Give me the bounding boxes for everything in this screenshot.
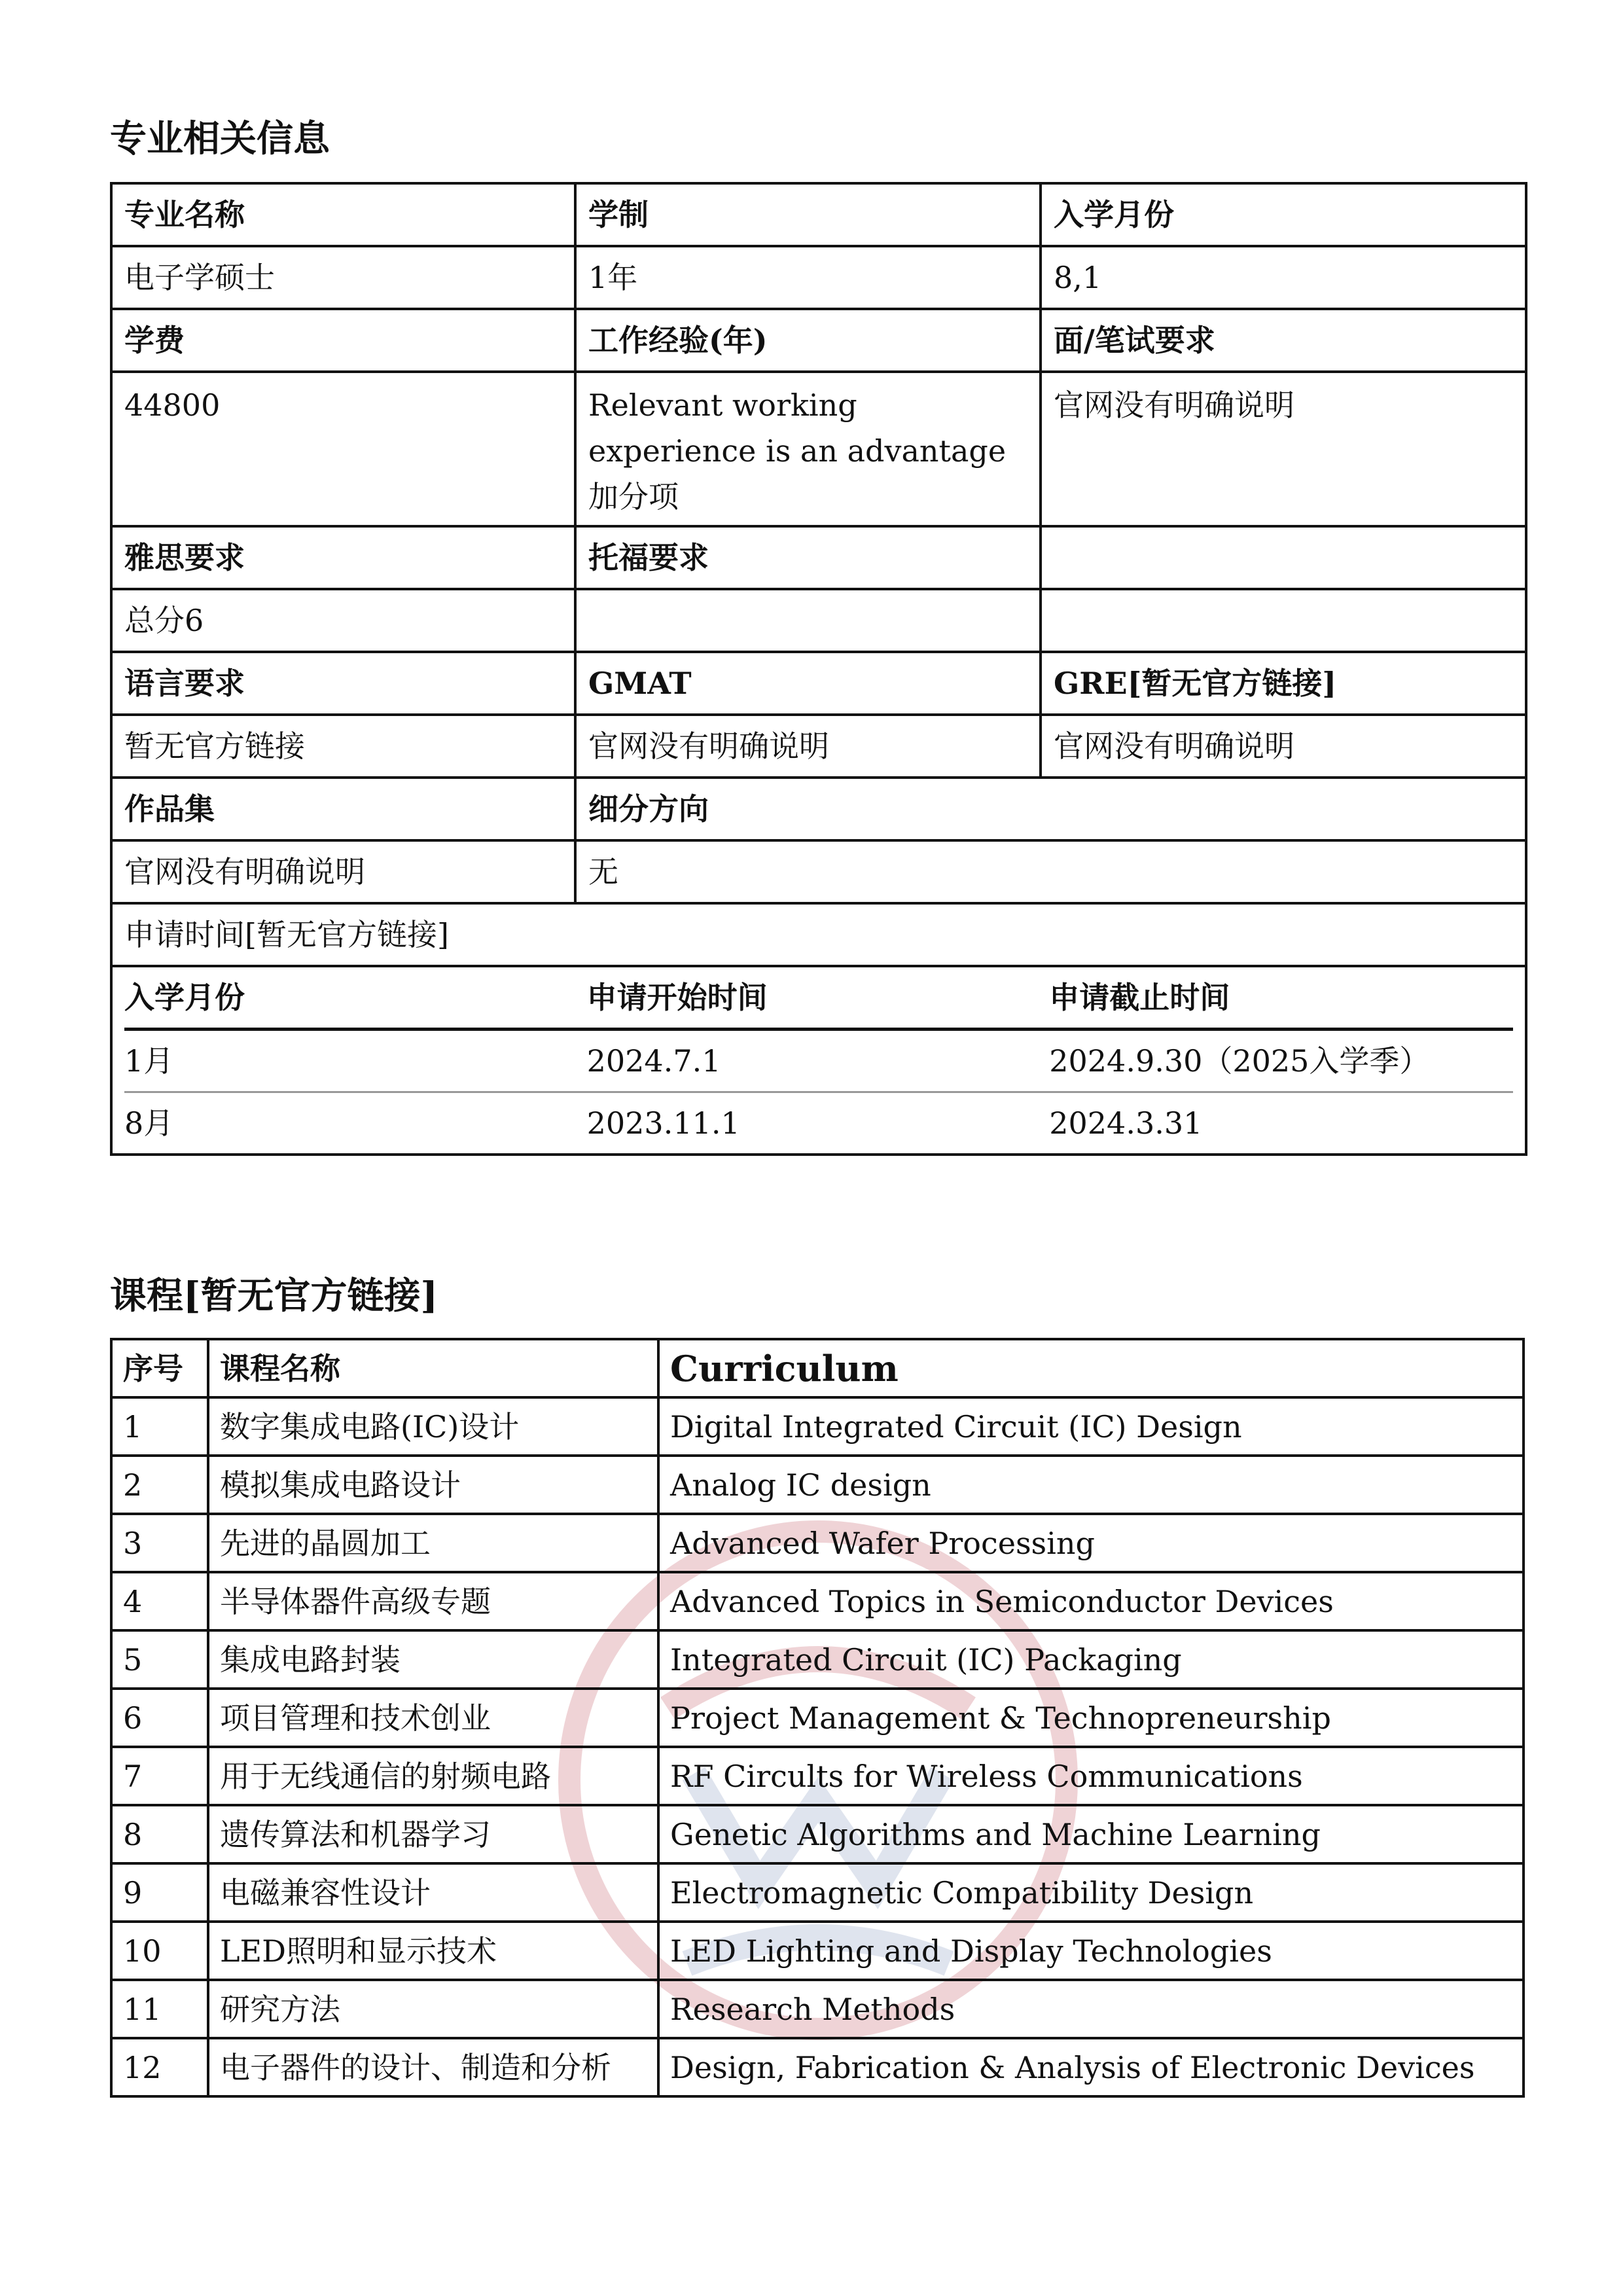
course-name-cn: 数字集成电路(IC)设计 [208, 1397, 658, 1456]
course-row [111, 1980, 1524, 2038]
course-name-en: Analog IC design [658, 1456, 1524, 1514]
empty-cell [1041, 589, 1526, 652]
course-name-en: Digital Integrated Circuit (IC) Design [658, 1397, 1524, 1456]
course-row [111, 1863, 1524, 1922]
direction-value: 无 [575, 840, 1526, 903]
course-header-curriculum: Curriculum [658, 1339, 1524, 1397]
course-name-cn: 集成电路封装 [208, 1630, 658, 1689]
tuition-value: 44800 [111, 372, 575, 526]
course-index: 4 [111, 1572, 208, 1630]
schedule-header-deadline: 申请截止时间 [1049, 967, 1513, 1030]
course-name-en: Design, Fabrication & Analysis of Electronic Devices [658, 2038, 1524, 2096]
course-index: 12 [111, 2038, 208, 2096]
course-row [111, 2038, 1524, 2096]
schedule-header-intake: 入学月份 [124, 967, 587, 1030]
schedule-intake: 1月 [124, 1030, 587, 1092]
tuition-label: 学费 [111, 309, 575, 372]
course-title: 课程[暂无官方链接] [110, 1274, 438, 1318]
course-name-cn: 项目管理和技术创业 [208, 1689, 658, 1747]
toefl-value [575, 589, 1041, 652]
course-row [111, 1514, 1524, 1572]
course-name-en: Genetic Algorithms and Machine Learning [658, 1805, 1524, 1863]
schedule-header-start: 申请开始时间 [587, 967, 1050, 1030]
course-index: 8 [111, 1805, 208, 1863]
course-table [110, 1338, 1525, 2098]
course-name-cn: 遗传算法和机器学习 [208, 1805, 658, 1863]
course-name-cn: 半导体器件高级专题 [208, 1572, 658, 1630]
course-index: 7 [111, 1747, 208, 1805]
course-header-name: 课程名称 [208, 1339, 658, 1397]
ielts-label: 雅思要求 [111, 526, 575, 589]
portfolio-label: 作品集 [111, 778, 575, 840]
course-index: 11 [111, 1980, 208, 2038]
course-row [111, 1689, 1524, 1747]
schedule-deadline: 2024.3.31 [1049, 1105, 1203, 1141]
application-schedule-table [124, 967, 1513, 1153]
course-name-cn: 电磁兼容性设计 [208, 1863, 658, 1922]
course-name-en: LED Lighting and Display Technologies [658, 1922, 1524, 1980]
portfolio-value: 官网没有明确说明 [111, 840, 575, 903]
course-index: 1 [111, 1397, 208, 1456]
direction-label: 细分方向 [575, 778, 1526, 840]
course-name-en: Electromagnetic Compatibility Design [658, 1863, 1524, 1922]
program-name-label: 专业名称 [111, 183, 575, 246]
application-time-label: 申请时间[暂无官方链接] [111, 903, 1526, 966]
gre-label: GRE[暂无官方链接] [1041, 652, 1526, 715]
course-row [111, 1572, 1524, 1630]
course-name-cn: LED照明和显示技术 [208, 1922, 658, 1980]
language-label: 语言要求 [111, 652, 575, 715]
interview-label: 面/笔试要求 [1041, 309, 1526, 372]
empty-cell [1041, 526, 1526, 589]
course-index: 9 [111, 1863, 208, 1922]
course-header-index: 序号 [111, 1339, 208, 1397]
duration-value: 1年 [575, 246, 1041, 309]
course-name-en: RF Circults for Wireless Communications [658, 1747, 1524, 1805]
course-index: 2 [111, 1456, 208, 1514]
course-name-en: Project Management & Technopreneurship [658, 1689, 1524, 1747]
intake-value: 8,1 [1041, 246, 1526, 309]
course-row [111, 1630, 1524, 1689]
course-index: 6 [111, 1689, 208, 1747]
course-row [111, 1397, 1524, 1456]
course-index: 5 [111, 1630, 208, 1689]
course-name-cn: 模拟集成电路设计 [208, 1456, 658, 1514]
schedule-deadline: 2024.9.30（2025入学季） [1049, 1030, 1513, 1092]
course-row [111, 1747, 1524, 1805]
language-value: 暂无官方链接 [111, 715, 575, 778]
work-experience-value: Relevant working experience is an advantage 加分项 [575, 372, 1041, 526]
work-experience-label: 工作经验(年) [575, 309, 1041, 372]
schedule-start: 2024.7.1 [587, 1030, 1050, 1092]
ielts-value: 总分6 [111, 589, 575, 652]
program-name-value: 电子学硕士 [111, 246, 575, 309]
course-name-en: Research Methods [658, 1980, 1524, 2038]
schedule-row [124, 1092, 1513, 1154]
major-info-table [110, 182, 1527, 1156]
gre-value: 官网没有明确说明 [1041, 715, 1526, 778]
course-index: 3 [111, 1514, 208, 1572]
toefl-label: 托福要求 [575, 526, 1041, 589]
course-name-cn: 电子器件的设计、制造和分析 [208, 2038, 658, 2096]
gmat-value: 官网没有明确说明 [575, 715, 1041, 778]
schedule-start: 2023.11.1 [586, 1105, 740, 1141]
course-name-cn: 用于无线通信的射频电路 [208, 1747, 658, 1805]
course-row [111, 1456, 1524, 1514]
course-name-cn: 研究方法 [208, 1980, 658, 2038]
course-name-en: Advanced Wafer Processing [658, 1514, 1524, 1572]
course-name-en: Integrated Circuit (IC) Packaging [658, 1630, 1524, 1689]
major-info-title: 专业相关信息 [110, 117, 330, 160]
course-index: 10 [111, 1922, 208, 1980]
schedule-row [124, 1030, 1513, 1092]
course-name-cn: 先进的晶圆加工 [208, 1514, 658, 1572]
application-schedule-cell [111, 966, 1526, 1155]
interview-value: 官网没有明确说明 [1041, 372, 1526, 526]
gmat-label: GMAT [575, 652, 1041, 715]
course-row [111, 1922, 1524, 1980]
intake-label: 入学月份 [1041, 183, 1526, 246]
course-row [111, 1805, 1524, 1863]
duration-label: 学制 [575, 183, 1041, 246]
schedule-intake: 8月 [124, 1105, 174, 1141]
course-name-en: Advanced Topics in Semiconductor Devices [658, 1572, 1524, 1630]
